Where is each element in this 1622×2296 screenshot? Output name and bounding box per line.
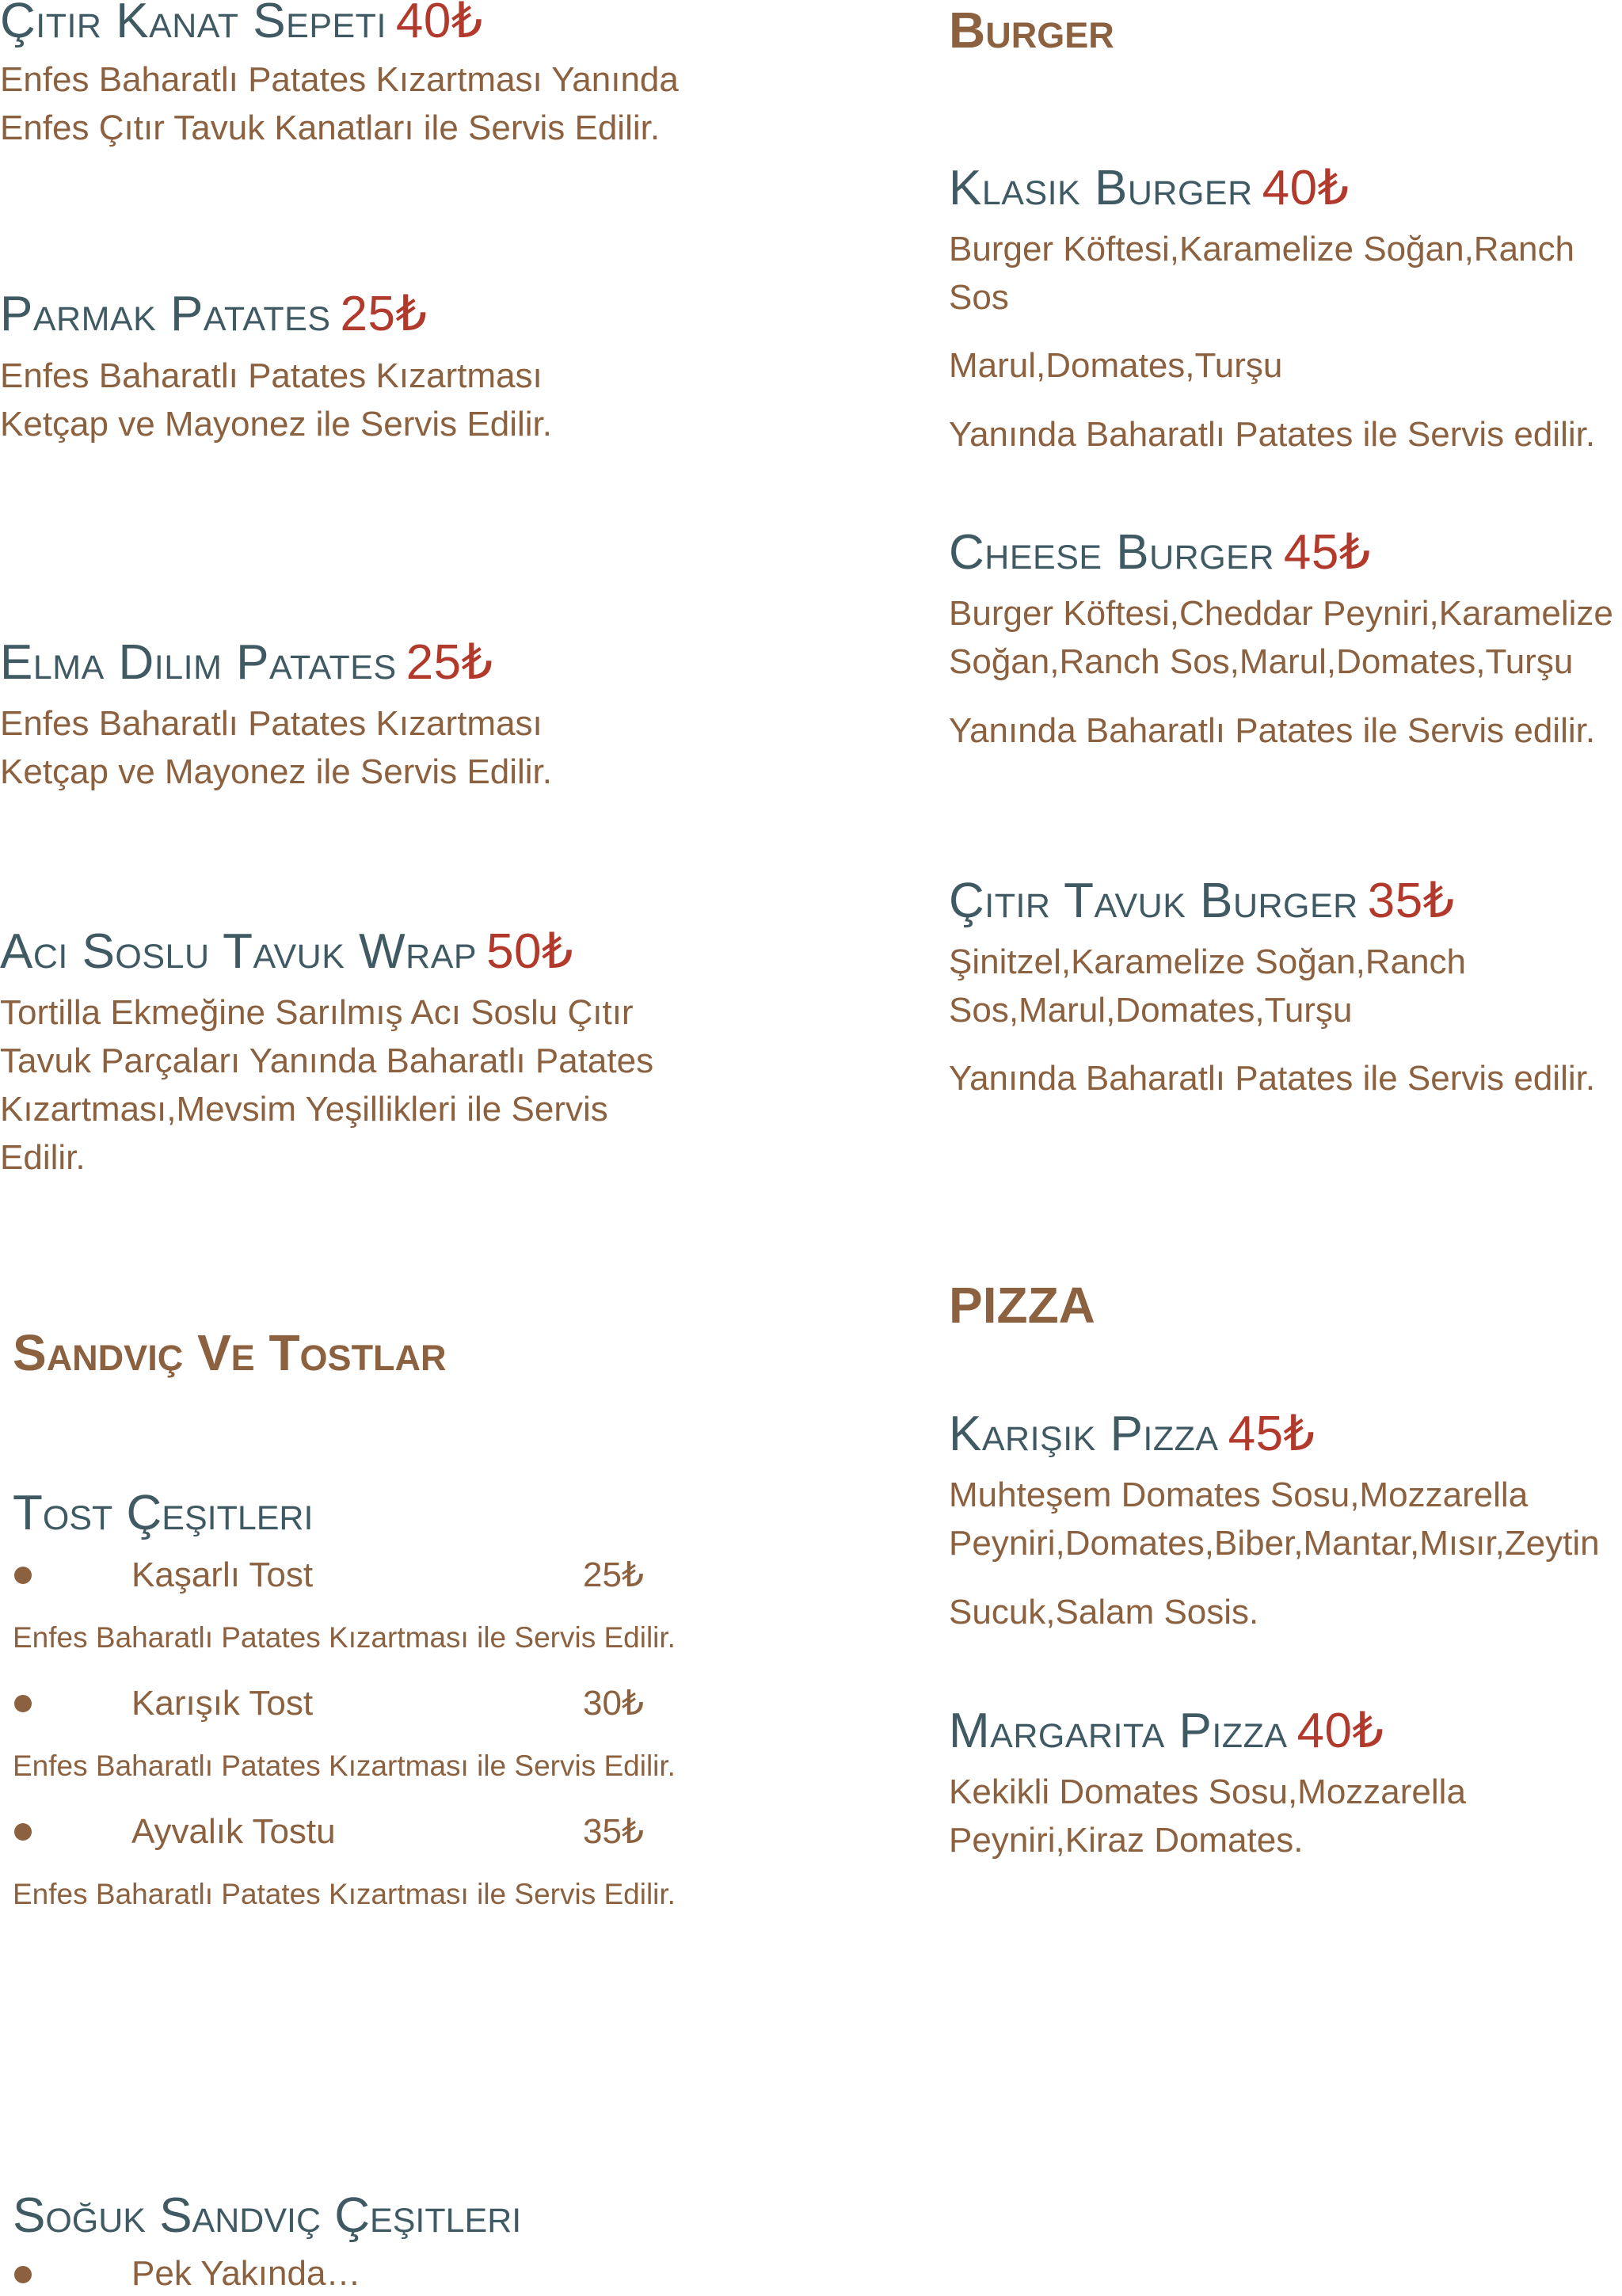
item-price: 45₺ [1283,525,1371,580]
item-description-line: Sos [949,278,1009,317]
section-title: Sandviç Ve Tostlar [13,1324,447,1381]
menu-item-title [0,0,483,49]
tost-note: Enfes Baharatlı Patates Kızartması ile Servis Edilir. [13,1878,676,1910]
tost-price: 35₺ [583,1812,644,1851]
item-description-line: Burger Köftesi,Karamelize Soğan,Ranch [949,230,1574,268]
item-description-line: Soğan,Ranch Sos,Marul,Domates,Turşu [949,642,1574,681]
item-description-line: Marul,Domates,Turşu [949,346,1283,385]
menu-item-title [949,161,1350,216]
tost-name: Karışık Tost [131,1684,314,1723]
item-description-line: Sucuk,Salam Sosis. [949,1593,1259,1632]
item-name: Acı Soslu Tavuk Wrap [0,924,478,979]
item-description-line: Peyniri,Domates,Biber,Mantar,Mısır,Zeytin [949,1524,1600,1563]
item-description-line: Ketçap ve Mayonez ile Servis Edilir. [0,752,552,791]
item-description-line: Şinitzel,Karamelize Soğan,Ranch [949,942,1467,981]
menu-item-title [949,874,1455,929]
item-description-line: Yanında Baharatlı Patates ile Servis edilir. [949,1059,1596,1098]
item-name: Margarita Pizza [949,1704,1288,1758]
item-price: 35₺ [1367,874,1455,928]
item-description-line: Burger Köftesi,Cheddar Peyniri,Karamelize [949,594,1613,633]
item-name: Klasik Burger [949,161,1253,215]
tost-price: 30₺ [583,1684,644,1723]
item-name: Karışık Pizza [949,1407,1219,1461]
item-price: 25₺ [340,287,428,341]
tost-name: Ayvalık Tostu [131,1812,336,1851]
bullet-icon [14,1823,32,1841]
item-price: 50₺ [486,924,573,979]
subsection-title: Tost Çeşitleri [13,1486,314,1540]
item-description-line: Ketçap ve Mayonez ile Servis Edilir. [0,405,552,444]
tost-name: Kaşarlı Tost [131,1555,314,1594]
menu-item-title [949,525,1371,581]
item-description-line: Enfes Baharatlı Patates Kızartması [0,704,543,743]
menu-item-title [0,924,573,980]
item-description-line: Edilir. [0,1138,86,1177]
menu-item-title [949,1704,1384,1759]
item-description-line: Enfes Baharatlı Patates Kızartması Yanında [0,60,679,99]
item-price: 25₺ [406,635,493,690]
item-description-line: Kızartması,Mevsim Yeşillikleri ile Servis [0,1090,608,1129]
menu-item-title [949,1407,1315,1462]
section-title: Burger [949,2,1114,59]
tost-note: Enfes Baharatlı Patates Kızartması ile Servis Edilir. [13,1621,676,1654]
bullet-icon [14,1695,32,1712]
item-price: 45₺ [1228,1407,1315,1461]
item-description-line: Peyniri,Kiraz Domates. [949,1821,1304,1860]
item-price: 40₺ [1262,161,1350,215]
bullet-icon [14,2266,32,2283]
cold-sandwich-item: Pek Yakında… [131,2254,361,2293]
item-description-line: Kekikli Domates Sosu,Mozzarella [949,1772,1466,1811]
section-title: PIZZA [949,1277,1095,1334]
item-description-line: Muhteşem Domates Sosu,Mozzarella [949,1475,1529,1514]
item-name: Çıtır Kanat Sepeti [0,0,386,48]
tost-note: Enfes Baharatlı Patates Kızartması ile Servis Edilir. [13,1750,676,1782]
item-name: Elma Dilim Patates [0,635,397,690]
item-description-line: Tortilla Ekmeğine Sarılmış Acı Soslu Çıtır [0,993,634,1032]
menu-item-title [0,287,427,342]
item-price: 40₺ [395,0,483,48]
item-description-line: Enfes Çıtır Tavuk Kanatları ile Servis Edilir. [0,109,661,147]
bullet-icon [14,1567,32,1584]
item-name: Cheese Burger [949,525,1274,580]
item-description-line: Enfes Baharatlı Patates Kızartması [0,356,543,395]
item-name: Parmak Patates [0,287,331,341]
item-name: Çıtır Tavuk Burger [949,874,1358,928]
item-description-line: Yanında Baharatlı Patates ile Servis edilir. [949,415,1596,454]
item-description-line: Tavuk Parçaları Yanında Baharatlı Patates [0,1041,654,1080]
subsection-title: Soğuk Sandviç Çeşitleri [13,2188,522,2243]
menu-item-title [0,635,493,691]
item-price: 40₺ [1296,1704,1384,1758]
item-description-line: Yanında Baharatlı Patates ile Servis edilir. [949,711,1596,750]
tost-price: 25₺ [583,1555,644,1594]
item-description-line: Sos,Marul,Domates,Turşu [949,991,1353,1030]
